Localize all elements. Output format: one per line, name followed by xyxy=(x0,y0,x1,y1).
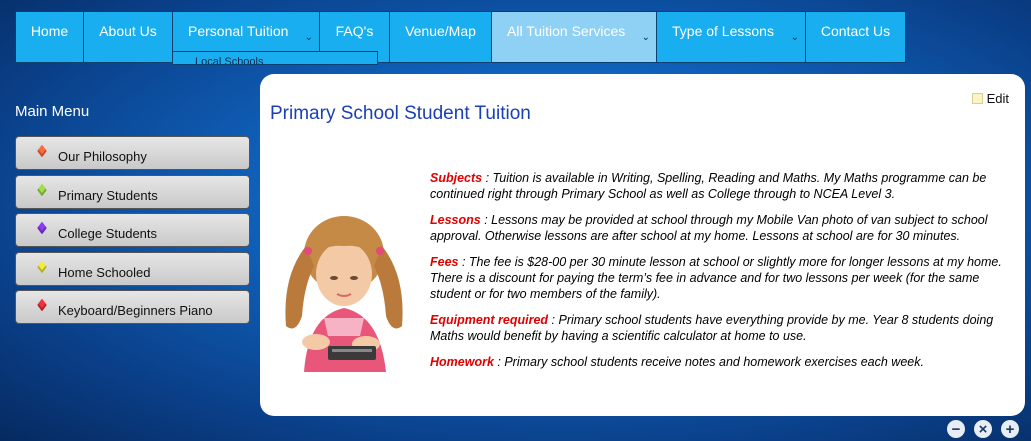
sidebar-item-label: Keyboard/Beginners Piano xyxy=(58,303,213,318)
chevron-down-icon: ⌄ xyxy=(304,32,313,43)
sidebar-item-our-philosophy[interactable] xyxy=(15,136,250,170)
cube-icon xyxy=(37,222,47,235)
section-homework xyxy=(430,354,1020,370)
sidebar-item-label: Primary Students xyxy=(58,187,158,203)
nav-label: Type of Lessons xyxy=(672,23,774,39)
window-controls xyxy=(947,420,1019,438)
sidebar-item-label: Home Schooled xyxy=(58,264,151,280)
section-heading: Equipment required xyxy=(430,313,549,327)
cube-icon xyxy=(37,260,47,273)
section-heading: Homework xyxy=(430,355,494,369)
section-equipment-required xyxy=(430,312,1020,344)
section-text: : The fee is $28-00 per 30 minute lesson at school or slightly more for longer lessons at my home. There is a discount for paying the term’s fee in advance and for two lessons per week (for the same student or for two members of the family). xyxy=(430,255,1002,301)
nav-label: About Us xyxy=(99,23,157,39)
page-title: Primary School Student Tuition xyxy=(270,103,531,124)
edit-icon xyxy=(972,93,983,104)
sidebar-item-keyboard-beginners-piano[interactable] xyxy=(15,290,250,324)
cube-icon xyxy=(37,183,47,196)
edit-button[interactable] xyxy=(972,91,1009,106)
nav-label: Venue/Map xyxy=(405,23,476,39)
nav-label: Home xyxy=(30,23,69,39)
nav-label: Contact Us xyxy=(820,23,891,39)
section-text: : Primary school students have everything provide by me. Year 8 students doing Maths would benefit by having a scientific calculator at home to use. xyxy=(430,313,994,343)
nav-item-contact-us[interactable] xyxy=(805,11,906,63)
section-text: : Primary school students receive notes and homework exercises each week. xyxy=(493,355,924,369)
top-navigation xyxy=(15,11,906,63)
sidebar-item-home-schooled[interactable] xyxy=(15,252,250,286)
sidebar-item-college-students[interactable] xyxy=(15,213,250,247)
nav-label: All Tuition Services xyxy=(507,23,626,39)
section-heading: Fees xyxy=(430,255,459,269)
nav-item-venue-map[interactable] xyxy=(389,11,491,63)
section-heading: Lessons xyxy=(430,213,481,227)
section-heading: Subjects xyxy=(430,171,483,185)
nav-item-home[interactable] xyxy=(15,11,83,63)
sidebar-title: Main Menu xyxy=(15,103,90,120)
sidebar-item-label: College Students xyxy=(58,226,158,241)
child-photo xyxy=(274,206,416,372)
section-text: : Lessons may be provided at school through my Mobile Van photo of van subject to school approval. Otherwise lessons are after school at my home. Lessons at school are for 30 minutes. xyxy=(430,213,988,243)
section-fees xyxy=(430,254,1020,302)
nav-label: FAQ's xyxy=(335,23,374,39)
section-subjects xyxy=(430,170,1020,202)
edit-label: Edit xyxy=(986,91,1009,106)
sidebar-menu xyxy=(15,136,250,329)
nav-item-type-of-lessons[interactable] xyxy=(656,11,805,63)
nav-label: Personal Tuition xyxy=(188,23,289,39)
submenu-local-schools[interactable]: Local Schools xyxy=(172,51,378,65)
cube-icon xyxy=(37,299,47,312)
sidebar-item-label: Our Philosophy xyxy=(58,149,147,164)
chevron-down-icon: ⌄ xyxy=(641,32,650,43)
section-text: : Tuition is available in Writing, Spelling, Reading and Maths. My Maths programme can be continued right through Primary School as well as College through to NCEA Level 3. xyxy=(430,171,987,201)
sidebar-item-primary-students[interactable] xyxy=(15,175,250,209)
zoom-in-icon[interactable]: + xyxy=(1001,420,1019,438)
nav-item-all-tuition-services[interactable] xyxy=(491,11,656,63)
zoom-out-icon[interactable]: − xyxy=(947,420,965,438)
content-text xyxy=(430,170,1020,380)
chevron-down-icon: ⌄ xyxy=(790,32,799,43)
content-panel xyxy=(260,74,1025,416)
section-lessons xyxy=(430,212,1020,244)
nav-item-about-us[interactable] xyxy=(83,11,172,63)
close-icon[interactable]: × xyxy=(974,420,992,438)
cube-icon xyxy=(37,145,47,158)
